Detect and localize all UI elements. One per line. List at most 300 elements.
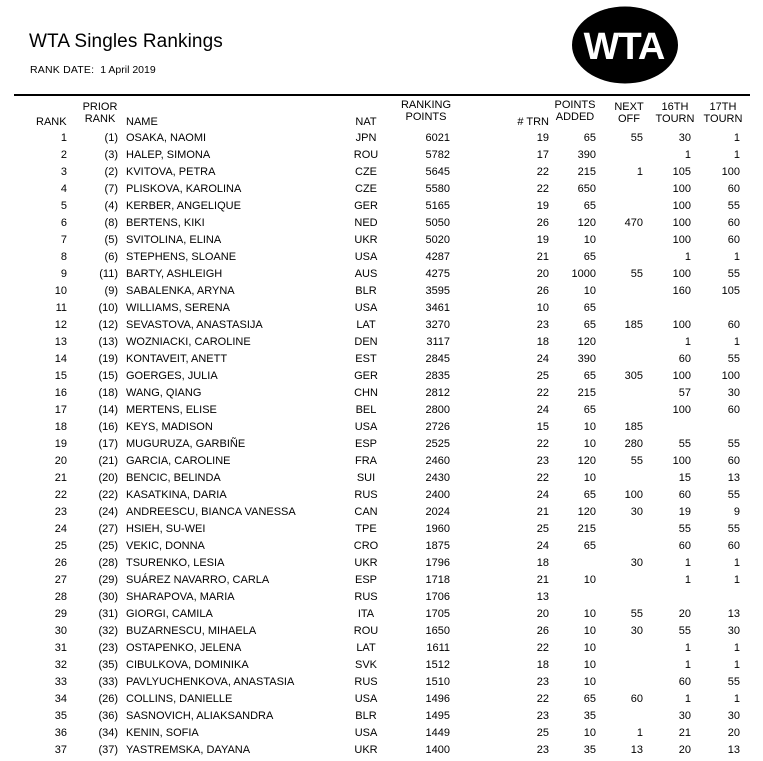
rank-cell: 28 <box>54 590 67 603</box>
tourn-17th-cell: 1 <box>733 693 740 706</box>
player-name-cell: OSTAPENKO, JELENA <box>126 641 242 654</box>
points-added-cell: 10 <box>583 233 596 246</box>
points-added-cell: 35 <box>583 744 596 757</box>
tourn-16th-cell: 160 <box>672 284 691 297</box>
table-row <box>0 249 763 266</box>
nationality-cell: USA <box>354 693 378 706</box>
tourn-17th-cell: 55 <box>727 676 740 688</box>
table-row <box>0 368 763 385</box>
tourn-17th-cell: 30 <box>727 624 740 637</box>
tournaments-cell: 19 <box>536 233 549 246</box>
tourn-16th-cell: 20 <box>678 607 691 620</box>
points-added-cell: 10 <box>583 624 596 637</box>
tourn-16th-cell: 55 <box>678 522 691 535</box>
tournaments-cell: 19 <box>536 131 549 144</box>
next-off-cell: 1 <box>636 165 643 178</box>
rank-cell: 25 <box>54 539 67 552</box>
points-added-cell: 10 <box>583 641 596 654</box>
player-name-cell: TSURENKO, LESIA <box>126 556 225 569</box>
points-added-cell: 390 <box>577 352 596 365</box>
ranking-points-cell: 3461 <box>425 301 450 314</box>
points-added-cell: 120 <box>577 505 596 518</box>
tourn-17th-cell: 55 <box>727 522 740 535</box>
prior-rank-cell: (30) <box>98 590 118 603</box>
ranking-points-cell: 5020 <box>425 233 450 246</box>
points-added-cell: 215 <box>577 165 596 178</box>
table-row <box>0 521 763 538</box>
prior-rank-cell: (34) <box>98 727 118 740</box>
points-added-cell: 10 <box>583 676 596 688</box>
prior-rank-cell: (37) <box>98 744 118 757</box>
tournaments-cell: 25 <box>536 522 549 535</box>
table-row <box>0 487 763 504</box>
nationality-cell: CHN <box>354 386 378 399</box>
tourn-17th-cell: 55 <box>727 352 740 365</box>
player-name-cell: CIBULKOVA, DOMINIKA <box>126 658 249 671</box>
nationality-cell: UKR <box>354 556 378 569</box>
tournaments-cell: 22 <box>536 641 549 654</box>
rank-cell: 15 <box>54 369 67 382</box>
nationality-cell: USA <box>354 420 378 433</box>
table-row <box>0 351 763 368</box>
next-off-cell: 280 <box>624 437 643 450</box>
prior-rank-cell: (19) <box>98 352 118 365</box>
tourn-17th-cell: 60 <box>727 539 740 552</box>
tourn-16th-cell: 100 <box>672 182 691 195</box>
points-added-cell: 120 <box>577 335 596 348</box>
rank-cell: 17 <box>54 403 67 416</box>
table-row <box>0 436 763 453</box>
tourn-16th-cell: 55 <box>678 624 691 637</box>
tournaments-cell: 18 <box>536 658 549 671</box>
nationality-cell: USA <box>354 727 378 740</box>
page-title: WTA Singles Rankings <box>29 31 223 52</box>
points-added-cell: 65 <box>583 250 596 263</box>
tourn-16th-cell: 21 <box>678 727 691 740</box>
next-off-cell: 305 <box>624 369 643 382</box>
table-row <box>0 402 763 419</box>
tourn-17th-cell: 60 <box>727 318 740 331</box>
rank-cell: 7 <box>60 233 67 246</box>
tourn-17th-cell: 55 <box>727 488 740 501</box>
tournaments-cell: 20 <box>536 607 549 620</box>
tourn-17th-cell: 13 <box>727 607 740 620</box>
ranking-points-cell: 1960 <box>425 522 450 535</box>
next-off-cell: 60 <box>630 693 643 706</box>
tourn-16th-cell: 100 <box>672 199 691 212</box>
tournaments-cell: 25 <box>536 369 549 382</box>
player-name-cell: MUGURUZA, GARBIÑE <box>126 437 246 450</box>
player-name-cell: HSIEH, SU-WEI <box>126 522 206 535</box>
nationality-cell: ESP <box>354 437 377 450</box>
table-row <box>0 130 763 147</box>
tournaments-cell: 22 <box>536 165 549 178</box>
tournaments-cell: 24 <box>536 403 549 416</box>
tourn-16th-cell: 1 <box>684 573 691 586</box>
nationality-cell: SUI <box>356 471 376 484</box>
rank-cell: 2 <box>60 148 67 161</box>
ranking-points-cell: 2024 <box>425 505 450 518</box>
tourn-17th-cell: 13 <box>727 471 740 484</box>
nationality-cell: UKR <box>354 233 378 246</box>
tourn-16th-cell: 100 <box>672 233 691 246</box>
header-ranking-points: RANKING POINTS <box>400 99 452 123</box>
points-added-cell: 215 <box>577 522 596 535</box>
player-name-cell: MERTENS, ELISE <box>126 403 217 416</box>
tourn-16th-cell: 1 <box>684 556 691 569</box>
tournaments-cell: 24 <box>536 539 549 552</box>
next-off-cell: 13 <box>630 744 643 757</box>
nationality-cell: NED <box>354 216 378 229</box>
player-name-cell: GOERGES, JULIA <box>126 369 218 382</box>
player-name-cell: BERTENS, KIKI <box>126 216 205 229</box>
next-off-cell: 185 <box>624 318 643 331</box>
tourn-16th-cell: 30 <box>678 131 691 144</box>
next-off-cell: 55 <box>630 131 643 144</box>
tournaments-cell: 26 <box>536 624 549 637</box>
points-added-cell: 10 <box>583 437 596 450</box>
player-name-cell: SUÁREZ NAVARRO, CARLA <box>126 573 270 586</box>
tourn-17th-cell: 1 <box>733 658 740 671</box>
prior-rank-cell: (32) <box>98 624 118 637</box>
tournaments-cell: 21 <box>536 573 549 586</box>
tournaments-cell: 18 <box>536 556 549 569</box>
prior-rank-cell: (16) <box>98 420 118 433</box>
ranking-points-cell: 3595 <box>425 284 450 297</box>
table-row <box>0 674 763 691</box>
nationality-cell: CZE <box>355 165 377 178</box>
table-row <box>0 725 763 742</box>
prior-rank-cell: (22) <box>98 488 118 501</box>
tourn-16th-cell: 100 <box>672 369 691 382</box>
prior-rank-cell: (36) <box>98 710 118 723</box>
rank-cell: 36 <box>54 727 67 740</box>
header-trn: # TRN <box>517 116 549 128</box>
ranking-points-cell: 1512 <box>425 658 450 671</box>
nationality-cell: BLR <box>355 710 377 723</box>
rank-cell: 9 <box>60 267 67 280</box>
tournaments-cell: 22 <box>536 437 549 450</box>
prior-rank-cell: (35) <box>98 658 118 671</box>
ranking-points-cell: 4275 <box>425 267 450 280</box>
points-added-cell: 35 <box>583 710 596 723</box>
points-added-cell: 10 <box>583 420 596 433</box>
tourn-17th-cell: 55 <box>727 437 740 450</box>
prior-rank-cell: (26) <box>98 693 118 706</box>
points-added-cell: 10 <box>583 471 596 484</box>
tourn-17th-cell: 1 <box>733 131 740 144</box>
tournaments-cell: 26 <box>536 216 549 229</box>
ranking-points-cell: 2726 <box>425 420 450 433</box>
nationality-cell: CRO <box>353 539 379 552</box>
nationality-cell: LAT <box>356 641 376 654</box>
prior-rank-cell: (31) <box>98 607 118 620</box>
rank-cell: 21 <box>54 471 67 484</box>
tourn-16th-cell: 55 <box>678 437 691 450</box>
ranking-points-cell: 1718 <box>425 573 450 586</box>
table-row <box>0 742 763 759</box>
nationality-cell: CZE <box>355 182 377 195</box>
prior-rank-cell: (21) <box>98 454 118 467</box>
nationality-cell: ITA <box>357 607 375 620</box>
table-row <box>0 147 763 164</box>
points-added-cell: 65 <box>583 301 596 314</box>
header-rank: RANK <box>36 116 67 128</box>
ranking-points-cell: 4287 <box>425 250 450 263</box>
tournaments-cell: 13 <box>536 590 549 603</box>
tourn-17th-cell: 1 <box>733 250 740 263</box>
ranking-points-cell: 1705 <box>425 607 450 620</box>
points-added-cell: 65 <box>583 693 596 706</box>
tourn-17th-cell: 60 <box>727 216 740 229</box>
nationality-cell: ESP <box>354 573 377 586</box>
prior-rank-cell: (8) <box>104 216 118 229</box>
nationality-cell: GER <box>354 199 378 212</box>
points-added-cell: 215 <box>577 386 596 399</box>
nationality-cell: ROU <box>353 624 379 637</box>
tourn-16th-cell: 60 <box>678 488 691 501</box>
tournaments-cell: 17 <box>536 148 549 161</box>
nationality-cell: FRA <box>355 454 377 467</box>
rank-cell: 14 <box>54 352 67 365</box>
nationality-cell: USA <box>354 250 378 263</box>
nationality-cell: BLR <box>355 284 377 297</box>
rank-cell: 37 <box>54 744 67 757</box>
table-row <box>0 419 763 436</box>
nationality-cell: USA <box>354 301 378 314</box>
ranking-points-cell: 2400 <box>425 488 450 501</box>
ranking-points-cell: 3270 <box>425 318 450 331</box>
player-name-cell: STEPHENS, SLOANE <box>126 250 237 263</box>
points-added-cell: 10 <box>583 607 596 620</box>
points-added-cell: 65 <box>583 131 596 144</box>
rank-cell: 34 <box>54 693 67 706</box>
table-row <box>0 708 763 725</box>
rank-cell: 29 <box>54 607 67 620</box>
prior-rank-cell: (23) <box>98 641 118 654</box>
nationality-cell: RUS <box>354 676 378 688</box>
tourn-16th-cell: 60 <box>678 539 691 552</box>
ranking-points-cell: 1611 <box>426 641 450 654</box>
points-added-cell: 390 <box>577 148 596 161</box>
tournaments-cell: 23 <box>536 676 549 688</box>
player-name-cell: GARCIA, CAROLINE <box>126 454 231 467</box>
rank-cell: 5 <box>60 199 67 212</box>
prior-rank-cell: (9) <box>104 284 118 297</box>
tourn-17th-cell: 60 <box>727 403 740 416</box>
ranking-points-cell: 5645 <box>425 165 450 178</box>
points-added-cell: 65 <box>583 539 596 552</box>
prior-rank-cell: (6) <box>104 250 118 263</box>
ranking-points-cell: 3117 <box>426 335 450 348</box>
rank-cell: 35 <box>54 710 67 723</box>
nationality-cell: CAN <box>354 505 378 518</box>
table-row <box>0 572 763 589</box>
tournaments-cell: 21 <box>536 250 549 263</box>
player-name-cell: KENIN, SOFIA <box>126 727 199 740</box>
rank-cell: 31 <box>54 641 67 654</box>
tournaments-cell: 24 <box>536 352 549 365</box>
player-name-cell: BENCIC, BELINDA <box>126 471 221 484</box>
player-name-cell: PLISKOVA, KAROLINA <box>126 182 242 195</box>
tourn-17th-cell: 1 <box>733 335 740 348</box>
player-name-cell: WOZNIACKI, CAROLINE <box>126 335 251 348</box>
tourn-17th-cell: 1 <box>733 556 740 569</box>
tourn-16th-cell: 1 <box>684 658 691 671</box>
points-added-cell: 10 <box>583 573 596 586</box>
prior-rank-cell: (17) <box>98 437 118 450</box>
next-off-cell: 1 <box>636 727 643 740</box>
table-row <box>0 317 763 334</box>
points-added-cell: 10 <box>583 284 596 297</box>
ranking-points-cell: 2525 <box>425 437 450 450</box>
tournaments-cell: 23 <box>536 318 549 331</box>
tournaments-cell: 23 <box>536 454 549 467</box>
tournaments-cell: 21 <box>536 505 549 518</box>
player-name-cell: SABALENKA, ARYNA <box>126 284 235 297</box>
tourn-16th-cell: 100 <box>672 454 691 467</box>
tournaments-cell: 22 <box>536 471 549 484</box>
tourn-17th-cell: 100 <box>721 369 740 382</box>
ranking-points-cell: 1495 <box>425 710 450 723</box>
table-row <box>0 385 763 402</box>
tourn-17th-cell: 100 <box>721 165 740 178</box>
next-off-cell: 55 <box>630 454 643 467</box>
next-off-cell: 30 <box>630 624 643 637</box>
rank-cell: 30 <box>54 624 67 637</box>
prior-rank-cell: (25) <box>98 539 118 552</box>
table-row <box>0 691 763 708</box>
player-name-cell: SHARAPOVA, MARIA <box>126 590 235 603</box>
player-name-cell: KVITOVA, PETRA <box>126 165 216 178</box>
points-added-cell: 65 <box>583 403 596 416</box>
prior-rank-cell: (14) <box>98 403 118 416</box>
tournaments-cell: 26 <box>536 284 549 297</box>
tournaments-cell: 25 <box>536 727 549 740</box>
header-divider <box>14 94 750 96</box>
tourn-16th-cell: 20 <box>678 744 691 757</box>
tourn-17th-cell: 60 <box>727 233 740 246</box>
rank-cell: 11 <box>55 301 67 314</box>
tourn-16th-cell: 57 <box>678 386 691 399</box>
ranking-points-cell: 2430 <box>425 471 450 484</box>
nationality-cell: DEN <box>354 335 378 348</box>
header-17th-tourn: 17TH TOURN <box>703 101 743 125</box>
prior-rank-cell: (5) <box>104 233 118 246</box>
next-off-cell: 30 <box>630 556 643 569</box>
nationality-cell: RUS <box>354 488 378 501</box>
table-row <box>0 623 763 640</box>
prior-rank-cell: (20) <box>98 471 118 484</box>
next-off-cell: 470 <box>624 216 643 229</box>
player-name-cell: WILLIAMS, SERENA <box>126 301 230 314</box>
prior-rank-cell: (1) <box>104 131 118 144</box>
points-added-cell: 10 <box>583 727 596 740</box>
table-row <box>0 606 763 623</box>
ranking-points-cell: 1706 <box>425 590 450 603</box>
prior-rank-cell: (10) <box>98 301 118 314</box>
rank-cell: 16 <box>54 386 67 399</box>
rank-cell: 22 <box>54 488 67 501</box>
tourn-16th-cell: 60 <box>678 676 691 688</box>
prior-rank-cell: (28) <box>98 556 118 569</box>
rank-cell: 4 <box>60 182 67 195</box>
tourn-17th-cell: 55 <box>727 267 740 280</box>
table-row <box>0 232 763 249</box>
next-off-cell: 185 <box>624 420 643 433</box>
tourn-17th-cell: 60 <box>727 454 740 467</box>
points-added-cell: 650 <box>577 182 596 195</box>
prior-rank-cell: (2) <box>104 165 118 178</box>
prior-rank-cell: (29) <box>98 573 118 586</box>
tournaments-cell: 22 <box>536 386 549 399</box>
points-added-cell: 65 <box>583 318 596 331</box>
header-16th-tourn: 16TH TOURN <box>655 101 695 125</box>
tourn-17th-cell: 13 <box>727 744 740 757</box>
tourn-17th-cell: 1 <box>733 641 740 654</box>
nationality-cell: UKR <box>354 744 378 757</box>
ranking-points-cell: 2845 <box>425 352 450 365</box>
ranking-points-cell: 1650 <box>425 624 450 637</box>
ranking-points-cell: 2835 <box>425 369 450 382</box>
player-name-cell: KEYS, MADISON <box>126 420 213 433</box>
tourn-17th-cell: 60 <box>727 182 740 195</box>
points-added-cell: 1000 <box>571 267 596 280</box>
prior-rank-cell: (12) <box>98 318 118 331</box>
points-added-cell: 10 <box>583 658 596 671</box>
player-name-cell: KASATKINA, DARIA <box>126 488 227 501</box>
nationality-cell: ROU <box>353 148 379 161</box>
rank-cell: 32 <box>54 658 67 671</box>
prior-rank-cell: (4) <box>104 199 118 212</box>
player-name-cell: SEVASTOVA, ANASTASIJA <box>126 318 263 331</box>
rank-cell: 27 <box>54 573 67 586</box>
rank-cell: 3 <box>60 165 67 178</box>
prior-rank-cell: (18) <box>98 386 118 399</box>
rank-cell: 23 <box>54 505 67 518</box>
table-row <box>0 266 763 283</box>
rankings-table-body <box>0 130 763 760</box>
rank-cell: 24 <box>54 522 67 535</box>
player-name-cell: PAVLYUCHENKOVA, ANASTASIA <box>126 676 295 688</box>
tourn-16th-cell: 1 <box>684 250 691 263</box>
ranking-points-cell: 1875 <box>425 539 450 552</box>
tournaments-cell: 23 <box>536 710 549 723</box>
tourn-17th-cell: 30 <box>727 710 740 723</box>
prior-rank-cell: (13) <box>98 335 118 348</box>
tournaments-cell: 22 <box>536 182 549 195</box>
points-added-cell: 65 <box>583 199 596 212</box>
table-row <box>0 555 763 572</box>
ranking-points-cell: 5782 <box>425 148 450 161</box>
rank-cell: 33 <box>54 676 67 688</box>
rank-cell: 1 <box>60 131 67 144</box>
ranking-points-cell: 1449 <box>425 727 450 740</box>
ranking-points-cell: 2460 <box>425 454 450 467</box>
ranking-points-cell: 1400 <box>425 744 450 757</box>
player-name-cell: GIORGI, CAMILA <box>126 607 213 620</box>
rank-cell: 19 <box>54 437 67 450</box>
player-name-cell: KONTAVEIT, ANETT <box>126 352 228 365</box>
prior-rank-cell: (24) <box>98 505 118 518</box>
nationality-cell: LAT <box>356 318 376 331</box>
ranking-points-cell: 5050 <box>425 216 450 229</box>
table-row <box>0 334 763 351</box>
nationality-cell: TPE <box>355 522 377 535</box>
tourn-17th-cell: 55 <box>727 199 740 212</box>
points-added-cell: 65 <box>583 488 596 501</box>
tourn-16th-cell: 1 <box>684 641 691 654</box>
